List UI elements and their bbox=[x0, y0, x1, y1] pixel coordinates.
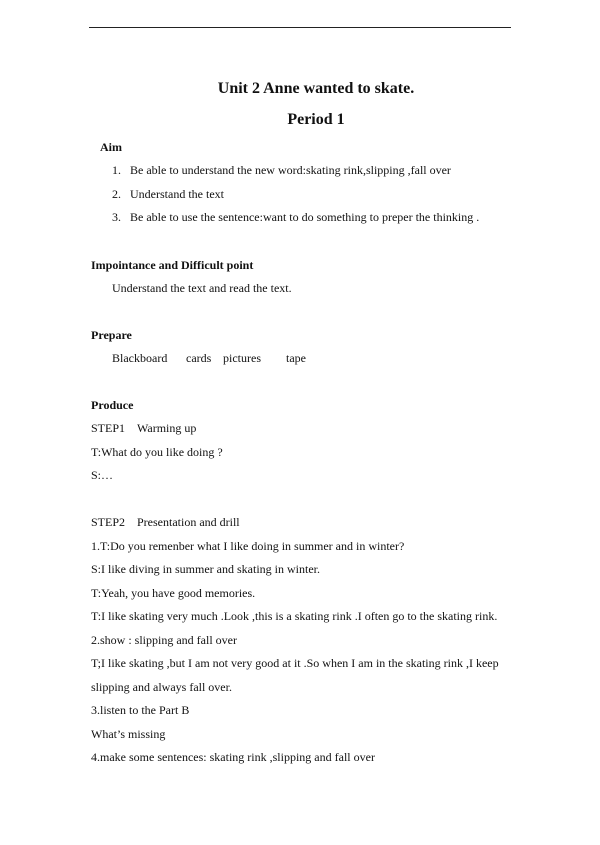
aim-item-number: 1. bbox=[112, 163, 121, 177]
step1-line: T:What do you like doing ? bbox=[91, 445, 223, 459]
step2-line: 2.show : slipping and fall over bbox=[91, 633, 237, 647]
step2-title: Presentation and drill bbox=[137, 515, 240, 529]
step2-line: 3.listen to the Part B bbox=[91, 703, 190, 717]
page-title: Unit 2 Anne wanted to skate. bbox=[217, 80, 415, 97]
step2-line: slipping and always fall over. bbox=[91, 680, 232, 694]
step2-line: S:I like diving in summer and skating in winter. bbox=[91, 562, 320, 576]
step2-line: T:Yeah, you have good memories. bbox=[91, 586, 256, 600]
header-rule bbox=[89, 27, 511, 28]
aim-item-number: 3. bbox=[112, 210, 121, 224]
step2-line: T;I like skating ,but I am not very good at it .So when I am in the skating rink ,I keep bbox=[91, 656, 499, 670]
prepare-item-cards: cards bbox=[186, 351, 212, 365]
aim-heading: Aim bbox=[100, 140, 122, 154]
step2-line: 1.T:Do you remenber what I like doing in summer and in winter? bbox=[91, 539, 405, 553]
prepare-item-blackboard: Blackboard bbox=[112, 351, 168, 365]
step2-label: STEP2 bbox=[91, 515, 126, 529]
step1-label: STEP1 bbox=[91, 421, 126, 435]
aim-item-text: Understand the text bbox=[130, 187, 224, 201]
aim-item-number: 2. bbox=[112, 187, 121, 201]
prepare-item-pictures: pictures bbox=[223, 351, 261, 365]
prepare-heading: Prepare bbox=[91, 328, 132, 342]
step2-line: 4.make some sentences: skating rink ,slipping and fall over bbox=[91, 750, 375, 764]
prepare-item-tape: tape bbox=[286, 351, 306, 365]
aim-item-text: Be able to understand the new word:skating rink,slipping ,fall over bbox=[130, 163, 451, 177]
step1-title: Warming up bbox=[137, 421, 197, 435]
step1-line: S:… bbox=[91, 468, 114, 482]
importance-heading: Impointance and Difficult point bbox=[91, 258, 254, 272]
produce-heading: Produce bbox=[91, 398, 134, 412]
step2-line: What’s missing bbox=[91, 727, 166, 741]
aim-item-text: Be able to use the sentence:want to do something to preper the thinking . bbox=[130, 210, 480, 224]
step2-line: T:I like skating very much .Look ,this is a skating rink .I often go to the skating rink. bbox=[91, 609, 498, 623]
importance-text: Understand the text and read the text. bbox=[112, 281, 292, 295]
period-heading: Period 1 bbox=[287, 111, 345, 128]
